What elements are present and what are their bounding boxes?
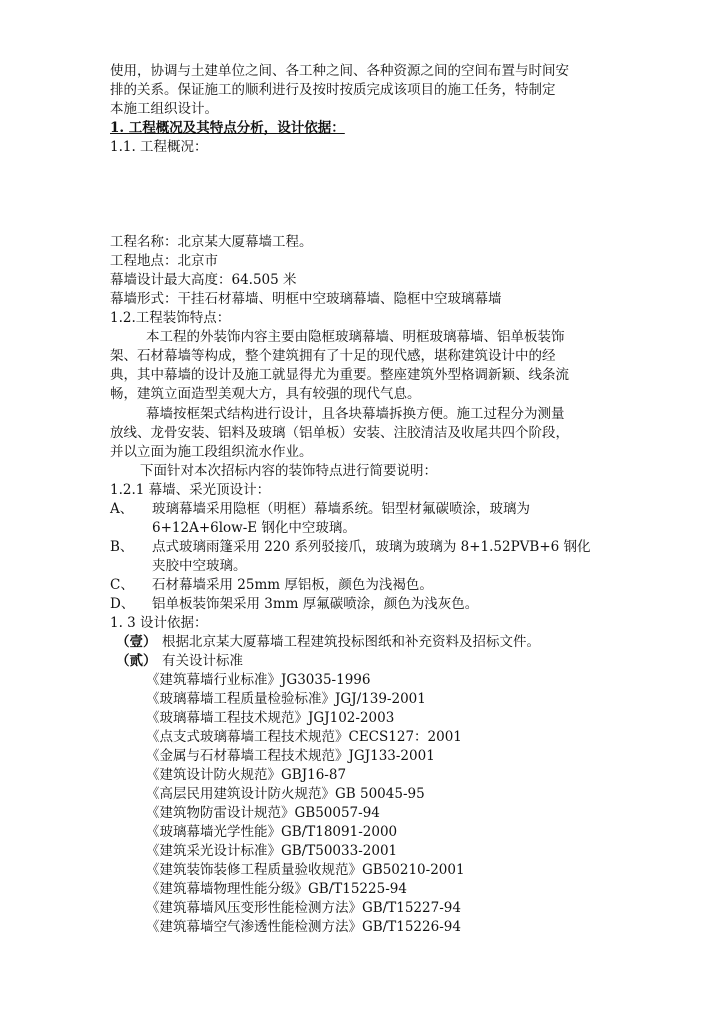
standard-item: 《建筑采光设计标准》GB/T50033-2001 — [146, 843, 398, 859]
standard-item: 《玻璃幕墙工程质量检验标准》JGJ/139-2001 — [146, 691, 426, 707]
standard-item: 《高层民用建筑设计防火规范》GB 50045-95 — [146, 786, 425, 802]
item-a-line-1: 玻璃幕墙采用隐框（明框）幕墙系统。铝型材氟碳喷涂，玻璃为 — [152, 501, 530, 517]
section-1-heading: 1. 工程概况及其特点分析，设计依据： — [110, 120, 345, 136]
project-location: 工程地点：北京市 — [110, 253, 218, 269]
para-1-line-1: 本工程的外装饰内容主要由隐框玻璃幕墙、明框玻璃幕墙、铝单板装饰 — [146, 329, 565, 345]
section-1-3-heading: 1. 3 设计依据： — [110, 615, 208, 631]
standard-item: 《点支式玻璃幕墙工程技术规范》CECS127：2001 — [146, 729, 462, 745]
standard-item: 《建筑设计防火规范》GBJ16-87 — [146, 767, 347, 783]
item-c-line-1: 石材幕墙采用 25mm 厚铝板，颜色为浅褐色。 — [152, 577, 433, 593]
standard-item: 《建筑幕墙风压变形性能检测方法》GB/T15227-94 — [146, 900, 461, 916]
item-a-line-2: 6+12A+6low-E 钢化中空玻璃。 — [152, 520, 356, 536]
intro-line-1: 使用，协调与土建单位之间、各工种之间、各种资源之间的空间布置与时间安 — [110, 63, 569, 79]
section-1-2-heading: 1.2.工程装饰特点： — [110, 310, 231, 326]
item-b-mark: B、 — [110, 539, 134, 555]
basis-a-text: 根据北京某大厦幕墙工程建筑投标图纸和补充资料及招标文件。 — [162, 634, 540, 650]
intro-line-3: 本施工组织设计。 — [110, 101, 218, 117]
standard-item: 《玻璃幕墙光学性能》GB/T18091-2000 — [146, 824, 398, 840]
standard-item: 《建筑幕墙物理性能分级》GB/T15225-94 — [146, 881, 407, 897]
item-d-mark: D、 — [110, 596, 135, 612]
item-b-line-2: 夹胶中空玻璃。 — [152, 558, 247, 574]
item-c-mark: C、 — [110, 577, 134, 593]
standard-item: 《建筑幕墙行业标准》JG3035-1996 — [146, 672, 371, 688]
intro-line-2: 排的关系。保证施工的顺利进行及按时按质完成该项目的施工任务，特制定 — [110, 82, 556, 98]
section-1-2-1-heading: 1.2.1 幕墙、采光顶设计： — [110, 482, 271, 498]
project-form: 幕墙形式：干挂石材幕墙、明框中空玻璃幕墙、隐框中空玻璃幕墙 — [110, 291, 502, 307]
para-2-line-1: 幕墙按框架式结构进行设计，且各块幕墙拆换方便。施工过程分为测量 — [146, 406, 565, 422]
para-1-line-3: 典，其中幕墙的设计及施工就显得尤为重要。整座建筑外型格调新颖、线条流 — [110, 367, 569, 383]
para-2-line-2: 放线、龙骨安装、铝料及玻璃（铝单板）安装、注胶清洁及收尾共四个阶段， — [110, 425, 569, 441]
standard-item: 《玻璃幕墙工程技术规范》JGJ102-2003 — [146, 710, 395, 726]
para-2-line-3: 并以立面为施工段组织流水作业。 — [110, 444, 313, 460]
basis-a-mark: （壹） — [116, 634, 157, 650]
project-height: 幕墙设计最大高度：64.505 米 — [110, 272, 297, 288]
basis-b-text: 有关设计标准 — [162, 653, 243, 669]
project-name: 工程名称：北京某大厦幕墙工程。 — [110, 234, 313, 250]
standard-item: 《建筑幕墙空气渗透性能检测方法》GB/T15226-94 — [146, 919, 461, 935]
item-d-line-1: 铝单板装饰架采用 3mm 厚氟碳喷涂，颜色为浅灰色。 — [152, 596, 479, 612]
item-a-mark: A、 — [110, 501, 134, 517]
para-1-line-2: 架、石材幕墙等构成，整个建筑拥有了十足的现代感，堪称建筑设计中的经 — [110, 348, 556, 364]
standard-item: 《建筑装饰装修工程质量验收规范》GB50210-2001 — [146, 862, 465, 878]
standard-item: 《金属与石材幕墙工程技术规范》JGJ133-2001 — [146, 748, 435, 764]
basis-b-mark: （贰） — [116, 653, 157, 669]
section-1-1-heading: 1.1. 工程概况： — [110, 139, 208, 155]
item-b-line-1: 点式玻璃雨篷采用 220 系列驳接爪，玻璃为玻璃为 8+1.52PVB+6 钢化 — [152, 539, 591, 555]
para-1-line-4: 畅，建筑立面造型美观大方，具有较强的现代气息。 — [110, 386, 421, 402]
para-3: 下面针对本次招标内容的装饰特点进行简要说明： — [140, 463, 437, 479]
standard-item: 《建筑物防雷设计规范》GB50057-94 — [146, 805, 380, 821]
